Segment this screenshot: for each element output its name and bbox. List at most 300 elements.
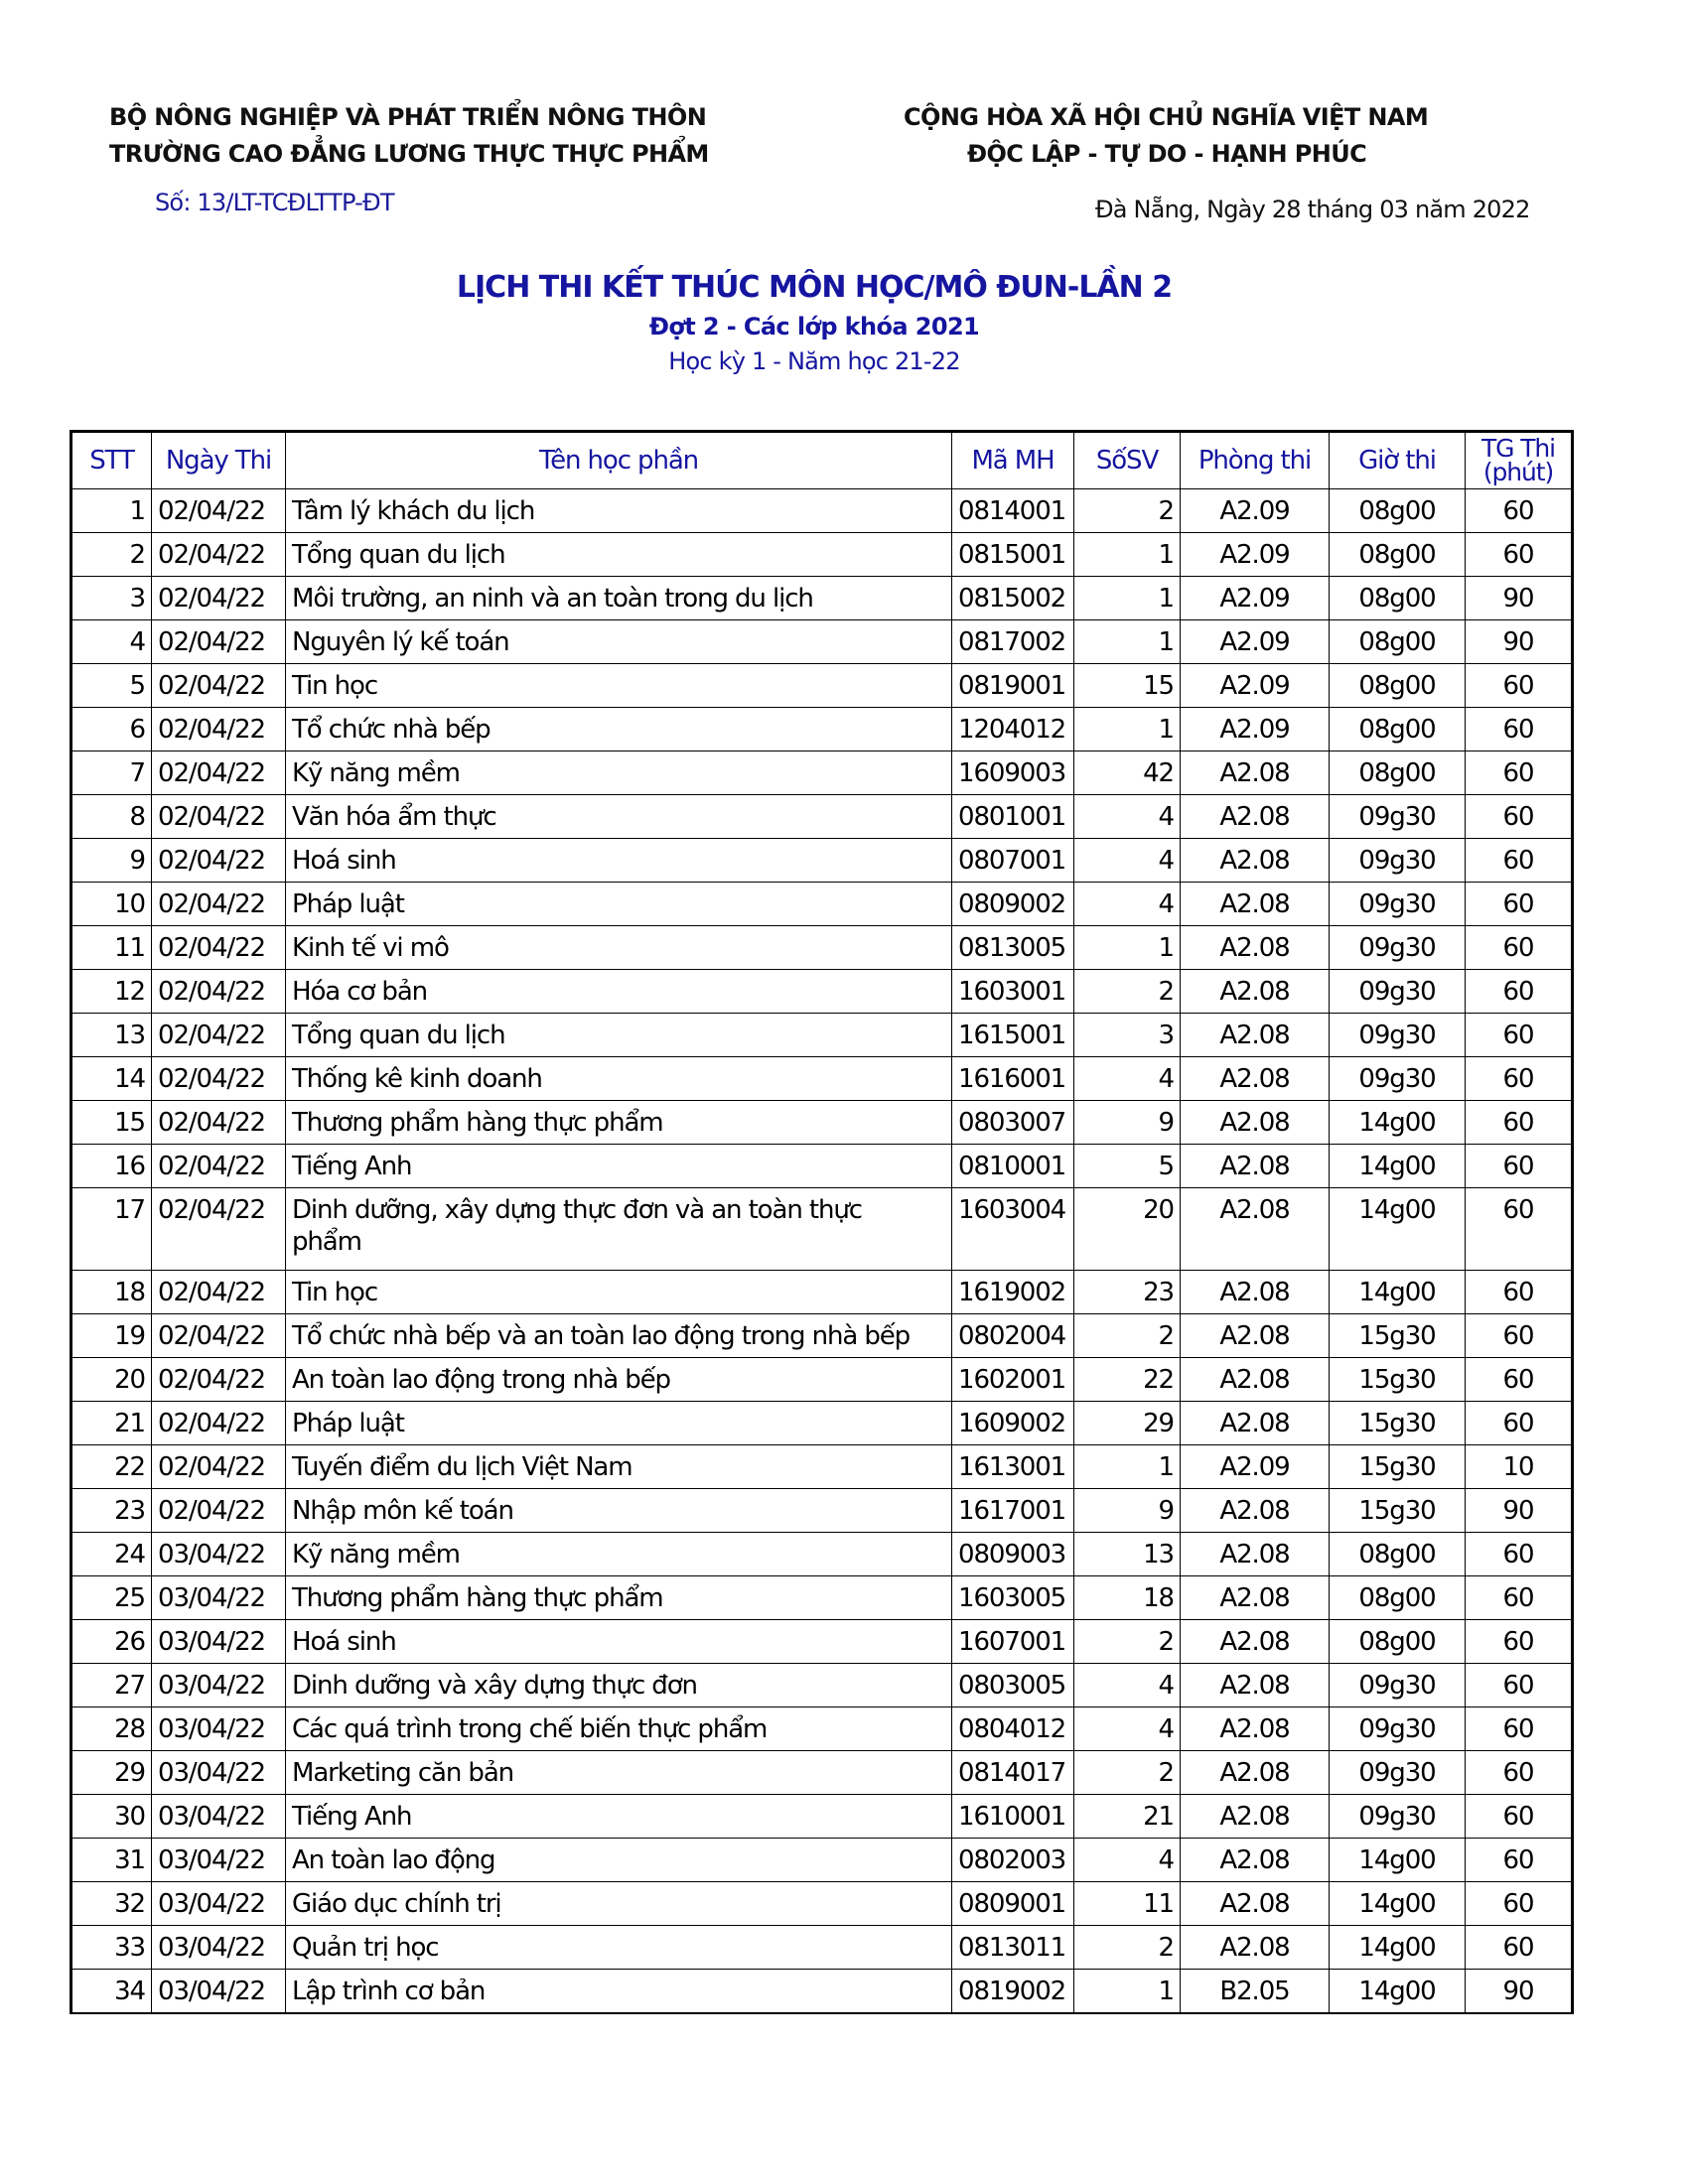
cell-duration: 90: [1466, 620, 1573, 664]
cell-stt: 25: [71, 1576, 152, 1620]
cell-course-name: An toàn lao động: [286, 1839, 952, 1882]
cell-date: 02/04/22: [152, 1271, 286, 1314]
cell-stt: 32: [71, 1882, 152, 1926]
cell-room: A2.08: [1181, 1707, 1330, 1751]
column-header-duration: [1466, 432, 1573, 489]
cell-time: 15g30: [1330, 1489, 1466, 1533]
cell-course-name: Nhập môn kế toán: [286, 1489, 952, 1533]
cell-course-code: 0817002: [952, 620, 1074, 664]
cell-duration: 90: [1466, 1970, 1573, 2013]
cell-course-code: 0814001: [952, 489, 1074, 533]
cell-course-name: Tin học: [286, 1271, 952, 1314]
cell-time: 08g00: [1330, 620, 1466, 664]
cell-duration: 60: [1466, 1402, 1573, 1445]
cell-course-name: Hoá sinh: [286, 1620, 952, 1664]
cell-date: 02/04/22: [152, 1489, 286, 1533]
cell-course-code: 0807001: [952, 839, 1074, 883]
cell-student-count: 23: [1074, 1271, 1181, 1314]
cell-date: 03/04/22: [152, 1882, 286, 1926]
exam-schedule-table: [70, 430, 1574, 2014]
cell-student-count: 1: [1074, 926, 1181, 970]
table-header-row: [71, 432, 1573, 489]
cell-room: B2.05: [1181, 1970, 1330, 2013]
cell-duration: 60: [1466, 1707, 1573, 1751]
table-body: [71, 489, 1573, 2013]
cell-date: 02/04/22: [152, 1014, 286, 1057]
cell-course-name: Tâm lý khách du lịch: [286, 489, 952, 533]
cell-course-name: Văn hóa ẩm thực: [286, 795, 952, 839]
cell-duration: 90: [1466, 1489, 1573, 1533]
cell-course-code: 1609003: [952, 751, 1074, 795]
cell-stt: 10: [71, 883, 152, 926]
column-header-student-count: SốSV: [1074, 432, 1181, 489]
national-motto: ĐỘC LẬP - TỰ DO - HẠNH PHÚC: [967, 140, 1367, 168]
table-row: [71, 1576, 1573, 1620]
cell-room: A2.08: [1181, 839, 1330, 883]
cell-course-code: 1602001: [952, 1358, 1074, 1402]
cell-time: 08g00: [1330, 751, 1466, 795]
table-row: [71, 1014, 1573, 1057]
cell-course-name: Hóa cơ bản: [286, 970, 952, 1014]
table-row: [71, 1314, 1573, 1358]
cell-student-count: 1: [1074, 620, 1181, 664]
cell-date: 03/04/22: [152, 1533, 286, 1576]
cell-stt: 19: [71, 1314, 152, 1358]
table-row: [71, 708, 1573, 751]
cell-student-count: 4: [1074, 795, 1181, 839]
cell-duration: 60: [1466, 1751, 1573, 1795]
cell-room: A2.08: [1181, 970, 1330, 1014]
cell-room: A2.08: [1181, 1014, 1330, 1057]
cell-date: 02/04/22: [152, 489, 286, 533]
cell-room: A2.08: [1181, 1402, 1330, 1445]
cell-course-name: Các quá trình trong chế biến thực phẩm: [286, 1707, 952, 1751]
table-row: [71, 1664, 1573, 1707]
cell-student-count: 29: [1074, 1402, 1181, 1445]
cell-course-name: Quản trị học: [286, 1926, 952, 1970]
cell-room: A2.09: [1181, 533, 1330, 577]
cell-stt: 20: [71, 1358, 152, 1402]
cell-time: 09g30: [1330, 1751, 1466, 1795]
cell-time: 14g00: [1330, 1271, 1466, 1314]
cell-date: 03/04/22: [152, 1751, 286, 1795]
cell-room: A2.08: [1181, 1751, 1330, 1795]
cell-room: A2.08: [1181, 1576, 1330, 1620]
cell-course-name: Tổng quan du lịch: [286, 1014, 952, 1057]
cell-stt: 21: [71, 1402, 152, 1445]
cell-student-count: 22: [1074, 1358, 1181, 1402]
cell-room: A2.08: [1181, 1101, 1330, 1145]
cell-student-count: 18: [1074, 1576, 1181, 1620]
table-row: [71, 751, 1573, 795]
cell-student-count: 15: [1074, 664, 1181, 708]
cell-course-code: 0819002: [952, 1970, 1074, 2013]
cell-stt: 14: [71, 1057, 152, 1101]
cell-time: 15g30: [1330, 1314, 1466, 1358]
table-row: [71, 1620, 1573, 1664]
cell-date: 03/04/22: [152, 1795, 286, 1839]
cell-course-name: An toàn lao động trong nhà bếp: [286, 1358, 952, 1402]
cell-student-count: 2: [1074, 1620, 1181, 1664]
cell-date: 03/04/22: [152, 1970, 286, 2013]
cell-course-code: 0815001: [952, 533, 1074, 577]
cell-course-name: Pháp luật: [286, 883, 952, 926]
cell-room: A2.08: [1181, 1358, 1330, 1402]
table-row: [71, 1057, 1573, 1101]
cell-time: 14g00: [1330, 1839, 1466, 1882]
cell-course-code: 0809001: [952, 1882, 1074, 1926]
table-row: [71, 1751, 1573, 1795]
cell-course-name: Tin học: [286, 664, 952, 708]
cell-date: 02/04/22: [152, 664, 286, 708]
cell-time: 14g00: [1330, 1970, 1466, 2013]
cell-stt: 28: [71, 1707, 152, 1751]
cell-date: 03/04/22: [152, 1707, 286, 1751]
cell-time: 08g00: [1330, 1533, 1466, 1576]
cell-student-count: 11: [1074, 1882, 1181, 1926]
cell-course-code: 1609002: [952, 1402, 1074, 1445]
table-row: [71, 533, 1573, 577]
cell-room: A2.08: [1181, 1533, 1330, 1576]
cell-time: 09g30: [1330, 1795, 1466, 1839]
cell-duration: 60: [1466, 1314, 1573, 1358]
table-row: [71, 1882, 1573, 1926]
cell-course-code: 0809002: [952, 883, 1074, 926]
cell-room: A2.08: [1181, 751, 1330, 795]
column-header-time: Giờ thi: [1330, 432, 1466, 489]
cell-course-code: 0809003: [952, 1533, 1074, 1576]
cell-duration: 60: [1466, 708, 1573, 751]
table-row: [71, 795, 1573, 839]
cell-course-name: Pháp luật: [286, 1402, 952, 1445]
cell-time: 09g30: [1330, 883, 1466, 926]
cell-student-count: 2: [1074, 489, 1181, 533]
cell-duration: 60: [1466, 1145, 1573, 1188]
cell-date: 02/04/22: [152, 1358, 286, 1402]
cell-student-count: 21: [1074, 1795, 1181, 1839]
issue-date: Đà Nẵng, Ngày 28 tháng 03 năm 2022: [1095, 196, 1530, 223]
cell-course-code: 0810001: [952, 1145, 1074, 1188]
cell-student-count: 1: [1074, 1970, 1181, 2013]
cell-duration: 60: [1466, 1576, 1573, 1620]
cell-time: 08g00: [1330, 1620, 1466, 1664]
cell-course-code: 1603004: [952, 1188, 1074, 1271]
cell-course-code: 1204012: [952, 708, 1074, 751]
document-number: Số: 13/LT-TCĐLTTP-ĐT: [155, 189, 394, 216]
cell-time: 09g30: [1330, 970, 1466, 1014]
cell-student-count: 1: [1074, 533, 1181, 577]
cell-duration: 10: [1466, 1445, 1573, 1489]
cell-room: A2.09: [1181, 1445, 1330, 1489]
cell-student-count: 2: [1074, 1751, 1181, 1795]
cell-duration: 60: [1466, 1620, 1573, 1664]
table-row: [71, 1402, 1573, 1445]
cell-duration: 60: [1466, 1188, 1573, 1271]
cell-course-name: Hoá sinh: [286, 839, 952, 883]
cell-course-code: 1619002: [952, 1271, 1074, 1314]
cell-student-count: 4: [1074, 1707, 1181, 1751]
cell-time: 09g30: [1330, 926, 1466, 970]
cell-stt: 24: [71, 1533, 152, 1576]
cell-student-count: 20: [1074, 1188, 1181, 1271]
cell-time: 14g00: [1330, 1882, 1466, 1926]
cell-time: 09g30: [1330, 1707, 1466, 1751]
cell-duration: 60: [1466, 751, 1573, 795]
cell-room: A2.08: [1181, 1145, 1330, 1188]
cell-stt: 18: [71, 1271, 152, 1314]
cell-duration: 90: [1466, 577, 1573, 620]
school-name: TRƯỜNG CAO ĐẲNG LƯƠNG THỰC THỰC PHẨM: [109, 140, 709, 168]
cell-course-name: Tiếng Anh: [286, 1145, 952, 1188]
term-label: Học kỳ 1 - Năm học 21-22: [668, 347, 960, 375]
cell-room: A2.08: [1181, 1926, 1330, 1970]
cell-duration: 60: [1466, 1664, 1573, 1707]
table-row: [71, 1101, 1573, 1145]
cell-time: 08g00: [1330, 489, 1466, 533]
cell-stt: 13: [71, 1014, 152, 1057]
cell-course-code: 0813011: [952, 1926, 1074, 1970]
cell-duration: 60: [1466, 883, 1573, 926]
cell-stt: 5: [71, 664, 152, 708]
cell-duration: 60: [1466, 1101, 1573, 1145]
cell-student-count: 2: [1074, 970, 1181, 1014]
column-header-duration-line2: (phút): [1482, 458, 1554, 486]
cell-course-name: Kỹ năng mềm: [286, 1533, 952, 1576]
cell-student-count: 4: [1074, 883, 1181, 926]
cell-course-code: 0803005: [952, 1664, 1074, 1707]
cell-date: 03/04/22: [152, 1839, 286, 1882]
cell-room: A2.08: [1181, 795, 1330, 839]
cell-stt: 15: [71, 1101, 152, 1145]
page-subtitle: Đợt 2 - Các lớp khóa 2021: [648, 313, 980, 341]
cell-time: 14g00: [1330, 1145, 1466, 1188]
cell-stt: 6: [71, 708, 152, 751]
page-title: LỊCH THI KẾT THÚC MÔN HỌC/MÔ ĐUN-LẦN 2: [456, 270, 1173, 305]
cell-course-name: Giáo dục chính trị: [286, 1882, 952, 1926]
cell-duration: 60: [1466, 1057, 1573, 1101]
table-row: [71, 839, 1573, 883]
cell-time: 08g00: [1330, 577, 1466, 620]
cell-date: 03/04/22: [152, 1620, 286, 1664]
cell-student-count: 4: [1074, 839, 1181, 883]
cell-room: A2.08: [1181, 1314, 1330, 1358]
cell-date: 02/04/22: [152, 795, 286, 839]
cell-room: A2.08: [1181, 1664, 1330, 1707]
cell-date: 02/04/22: [152, 751, 286, 795]
cell-student-count: 4: [1074, 1057, 1181, 1101]
cell-stt: 23: [71, 1489, 152, 1533]
cell-course-name: Thương phẩm hàng thực phẩm: [286, 1576, 952, 1620]
cell-date: 02/04/22: [152, 708, 286, 751]
cell-stt: 9: [71, 839, 152, 883]
cell-student-count: 4: [1074, 1839, 1181, 1882]
cell-time: 09g30: [1330, 839, 1466, 883]
cell-date: 02/04/22: [152, 1101, 286, 1145]
column-header-room: Phòng thi: [1181, 432, 1330, 489]
table-row: [71, 1489, 1573, 1533]
cell-date: 02/04/22: [152, 1057, 286, 1101]
cell-stt: 30: [71, 1795, 152, 1839]
cell-student-count: 1: [1074, 577, 1181, 620]
cell-stt: 31: [71, 1839, 152, 1882]
table-row: [71, 970, 1573, 1014]
cell-date: 02/04/22: [152, 1188, 286, 1271]
cell-course-code: 1617001: [952, 1489, 1074, 1533]
table-row: [71, 1970, 1573, 2013]
table-row: [71, 620, 1573, 664]
cell-student-count: 3: [1074, 1014, 1181, 1057]
cell-time: 14g00: [1330, 1101, 1466, 1145]
cell-stt: 29: [71, 1751, 152, 1795]
cell-course-name: Thương phẩm hàng thực phẩm: [286, 1101, 952, 1145]
cell-time: 08g00: [1330, 708, 1466, 751]
cell-date: 02/04/22: [152, 1145, 286, 1188]
cell-stt: 34: [71, 1970, 152, 2013]
table-row: [71, 1839, 1573, 1882]
table-row: [71, 1926, 1573, 1970]
cell-student-count: 9: [1074, 1489, 1181, 1533]
cell-duration: 60: [1466, 1839, 1573, 1882]
cell-student-count: 2: [1074, 1314, 1181, 1358]
cell-room: A2.09: [1181, 489, 1330, 533]
cell-course-code: 1613001: [952, 1445, 1074, 1489]
cell-date: 02/04/22: [152, 926, 286, 970]
cell-room: A2.08: [1181, 1620, 1330, 1664]
cell-student-count: 2: [1074, 1926, 1181, 1970]
cell-room: A2.08: [1181, 1057, 1330, 1101]
cell-date: 02/04/22: [152, 1402, 286, 1445]
cell-room: A2.08: [1181, 926, 1330, 970]
cell-student-count: 4: [1074, 1664, 1181, 1707]
cell-course-code: 0819001: [952, 664, 1074, 708]
cell-stt: 27: [71, 1664, 152, 1707]
cell-stt: 16: [71, 1145, 152, 1188]
cell-stt: 1: [71, 489, 152, 533]
cell-duration: 60: [1466, 1882, 1573, 1926]
cell-stt: 3: [71, 577, 152, 620]
cell-course-name: Dinh dưỡng, xây dựng thực đơn và an toàn thực phẩm: [286, 1188, 952, 1271]
column-header-date: Ngày Thi: [152, 432, 286, 489]
cell-time: 15g30: [1330, 1445, 1466, 1489]
cell-stt: 17: [71, 1188, 152, 1271]
cell-course-name: Thống kê kinh doanh: [286, 1057, 952, 1101]
cell-duration: 60: [1466, 970, 1573, 1014]
cell-time: 08g00: [1330, 664, 1466, 708]
cell-course-code: 0813005: [952, 926, 1074, 970]
cell-duration: 60: [1466, 1271, 1573, 1314]
cell-duration: 60: [1466, 839, 1573, 883]
table-row: [71, 926, 1573, 970]
cell-course-name: Lập trình cơ bản: [286, 1970, 952, 2013]
cell-date: 02/04/22: [152, 577, 286, 620]
cell-room: A2.09: [1181, 620, 1330, 664]
cell-course-name: Tổ chức nhà bếp: [286, 708, 952, 751]
cell-course-code: 0815002: [952, 577, 1074, 620]
table-row: [71, 664, 1573, 708]
cell-course-name: Dinh dưỡng và xây dựng thực đơn: [286, 1664, 952, 1707]
cell-time: 09g30: [1330, 1014, 1466, 1057]
cell-student-count: 13: [1074, 1533, 1181, 1576]
table-row: [71, 577, 1573, 620]
cell-student-count: 5: [1074, 1145, 1181, 1188]
table-row: [71, 1707, 1573, 1751]
cell-room: A2.08: [1181, 1188, 1330, 1271]
cell-time: 09g30: [1330, 1057, 1466, 1101]
cell-course-name: Môi trường, an ninh và an toàn trong du lịch: [286, 577, 952, 620]
table-row: [71, 489, 1573, 533]
cell-duration: 60: [1466, 489, 1573, 533]
republic-name: CỘNG HÒA XÃ HỘI CHỦ NGHĨA VIỆT NAM: [904, 103, 1429, 131]
table-row: [71, 1445, 1573, 1489]
cell-date: 02/04/22: [152, 620, 286, 664]
cell-course-code: 0804012: [952, 1707, 1074, 1751]
cell-date: 02/04/22: [152, 970, 286, 1014]
cell-course-code: 1615001: [952, 1014, 1074, 1057]
cell-time: 09g30: [1330, 795, 1466, 839]
cell-date: 02/04/22: [152, 1445, 286, 1489]
cell-course-code: 0802004: [952, 1314, 1074, 1358]
cell-stt: 4: [71, 620, 152, 664]
table-row: [71, 1188, 1573, 1271]
cell-room: A2.08: [1181, 1882, 1330, 1926]
cell-time: 15g30: [1330, 1402, 1466, 1445]
cell-course-name: Kỹ năng mềm: [286, 751, 952, 795]
column-header-stt: STT: [71, 432, 152, 489]
cell-room: A2.08: [1181, 1795, 1330, 1839]
cell-time: 09g30: [1330, 1664, 1466, 1707]
cell-room: A2.08: [1181, 883, 1330, 926]
cell-duration: 60: [1466, 1533, 1573, 1576]
cell-course-code: 1616001: [952, 1057, 1074, 1101]
cell-course-code: 0802003: [952, 1839, 1074, 1882]
cell-student-count: 9: [1074, 1101, 1181, 1145]
cell-time: 14g00: [1330, 1188, 1466, 1271]
cell-course-code: 1610001: [952, 1795, 1074, 1839]
cell-date: 02/04/22: [152, 1314, 286, 1358]
cell-date: 03/04/22: [152, 1576, 286, 1620]
cell-course-code: 0803007: [952, 1101, 1074, 1145]
cell-duration: 60: [1466, 1358, 1573, 1402]
cell-date: 03/04/22: [152, 1664, 286, 1707]
cell-room: A2.08: [1181, 1271, 1330, 1314]
cell-date: 02/04/22: [152, 839, 286, 883]
table-row: [71, 1795, 1573, 1839]
cell-stt: 26: [71, 1620, 152, 1664]
cell-course-code: 0814017: [952, 1751, 1074, 1795]
cell-duration: 60: [1466, 926, 1573, 970]
table-row: [71, 1358, 1573, 1402]
cell-time: 08g00: [1330, 533, 1466, 577]
cell-date: 03/04/22: [152, 1926, 286, 1970]
cell-course-code: 1603001: [952, 970, 1074, 1014]
cell-duration: 60: [1466, 1014, 1573, 1057]
cell-stt: 12: [71, 970, 152, 1014]
ministry-name: BỘ NÔNG NGHIỆP VÀ PHÁT TRIỂN NÔNG THÔN: [109, 103, 707, 131]
cell-stt: 11: [71, 926, 152, 970]
cell-course-name: Marketing căn bản: [286, 1751, 952, 1795]
cell-stt: 33: [71, 1926, 152, 1970]
cell-course-name: Nguyên lý kế toán: [286, 620, 952, 664]
cell-duration: 60: [1466, 795, 1573, 839]
cell-course-name: Kinh tế vi mô: [286, 926, 952, 970]
cell-course-code: 1607001: [952, 1620, 1074, 1664]
column-header-course-code: Mã MH: [952, 432, 1074, 489]
cell-room: A2.08: [1181, 1839, 1330, 1882]
cell-course-code: 0801001: [952, 795, 1074, 839]
table-row: [71, 883, 1573, 926]
column-header-duration-line1: TG Thi: [1480, 434, 1556, 463]
cell-student-count: 42: [1074, 751, 1181, 795]
